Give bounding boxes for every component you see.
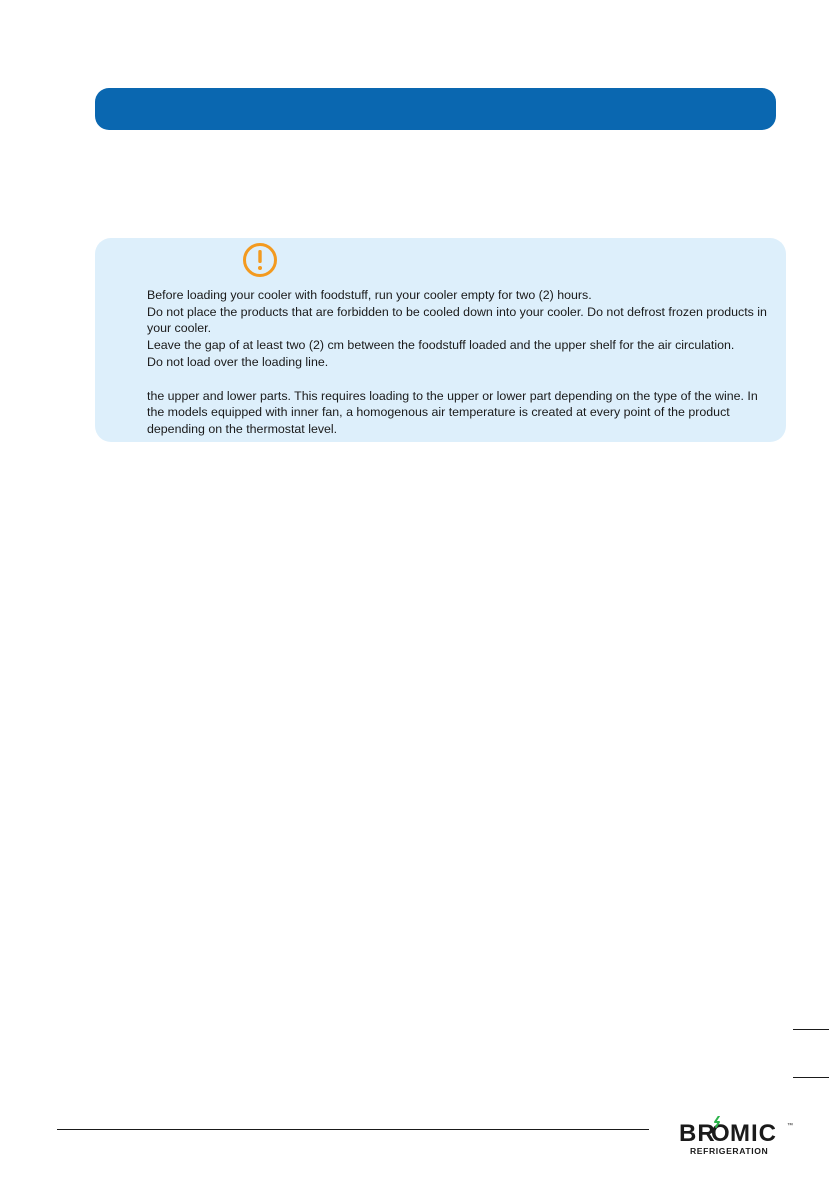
svg-text:MIC: MIC	[730, 1120, 777, 1147]
notice-line-4: Do not load over the loading line.	[147, 354, 329, 369]
section-header-bar	[95, 88, 776, 130]
svg-text:REFRIGERATION: REFRIGERATION	[690, 1146, 769, 1156]
notice-text	[147, 287, 767, 438]
side-tab-rule-bottom	[793, 1077, 829, 1078]
svg-text:O: O	[711, 1120, 730, 1147]
footer-rule	[57, 1129, 649, 1130]
exclamation-circle-icon	[242, 242, 278, 278]
notice-line-3: Leave the gap of at least two (2) cm between the foodstuff loaded and the upper shelf for the air circulation.	[147, 338, 735, 353]
notice-line-1: Before loading your cooler with foodstuff, run your cooler empty for two (2) hours.	[147, 288, 592, 302]
notice-line-2: Do not place the products that are forbidden to be cooled down into your cooler. Do not defrost frozen products in your cooler.	[147, 304, 767, 336]
notice-paragraph-2: the upper and lower parts. This requires loading to the upper or lower part depending on the type of the wine. In the models equipped with inner fan, a homogenous air temperature is created at every point of the product depending on the thermostat level.	[147, 388, 758, 436]
svg-text:BR: BR	[679, 1120, 716, 1147]
svg-text:™: ™	[787, 1123, 793, 1129]
side-tab-rule-top	[793, 1029, 829, 1030]
bromic-logo	[679, 1116, 799, 1160]
